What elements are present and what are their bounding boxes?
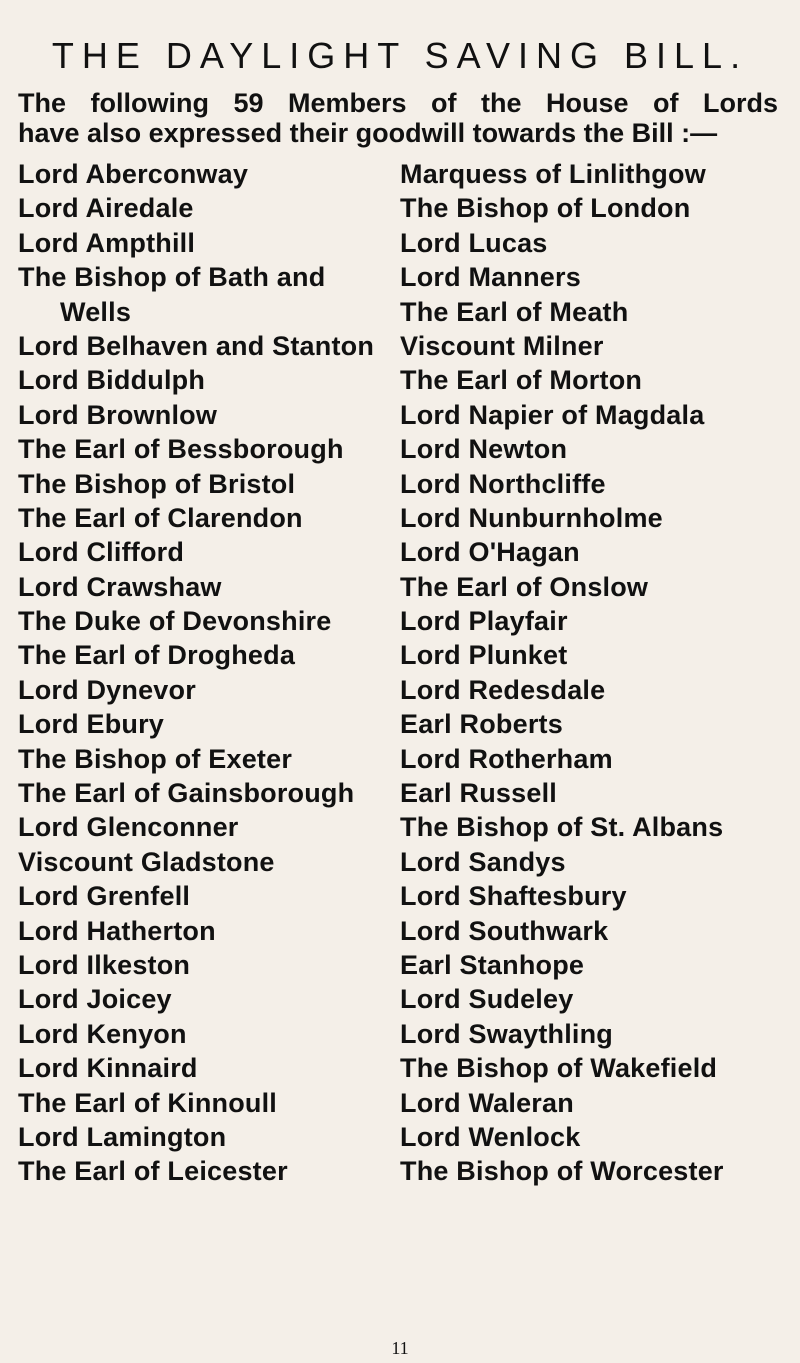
list-item: Lord Swaythling (400, 1018, 614, 1049)
list-item: Lord Redesdale (400, 674, 606, 705)
list-item: Marquess of Linlithgow (400, 159, 706, 189)
list-item: Lord Kenyon (18, 1018, 187, 1049)
list-item: Lord Dynevor (18, 674, 196, 705)
list-item: The Earl of Clarendon (18, 502, 303, 533)
list-item: The Earl of Drogheda (18, 640, 296, 671)
list-item: Lord Plunket (400, 640, 568, 671)
list-item: The Earl of Bessborough (18, 434, 344, 465)
list-item: The Earl of Gainsborough (18, 778, 355, 809)
list-item: Lord Sandys (400, 846, 566, 877)
members-list-left (18, 157, 378, 1189)
list-item: Lord Ebury (18, 709, 165, 740)
intro-paragraph (18, 88, 778, 148)
list-item: Lord Waleran (400, 1087, 574, 1118)
members-list-right (400, 157, 790, 1189)
list-item: Lord Wenlock (400, 1121, 581, 1152)
list-item: Lord Northcliffe (400, 468, 606, 499)
list-item: The Bishop of St. Albans (400, 812, 724, 843)
list-item: Lord Belhaven and Stanton (18, 330, 375, 361)
list-item: The Bishop of Worcester (400, 1156, 724, 1187)
list-item: Lord Glenconner (18, 812, 239, 843)
list-item: Lord Newton (400, 434, 568, 465)
list-item: Lord Aberconway (18, 159, 249, 189)
list-item: Lord Airedale (18, 193, 194, 224)
list-item: Lord Playfair (400, 606, 568, 637)
intro-line-1: The following 59 Members of the House of Lords (18, 88, 778, 118)
list-item: The Bishop of Bristol (18, 468, 296, 499)
list-item: Lord Ilkeston (18, 949, 191, 980)
list-item: Lord Hatherton (18, 915, 216, 946)
list-item: The Bishop of Exeter (18, 743, 293, 774)
intro-line-2: have also expressed their goodwill towards the Bill :— (18, 118, 718, 148)
list-item: The Earl of Meath (400, 296, 629, 327)
list-item: The Earl of Morton (400, 365, 643, 396)
list-item: Lord Napier of Magdala (400, 399, 705, 430)
list-item: Lord O'Hagan (400, 537, 580, 568)
list-item: The Earl of Leicester (18, 1156, 288, 1187)
list-item: Lord Lucas (400, 227, 548, 258)
page-title: THE DAYLIGHT SAVING BILL. (51, 35, 749, 76)
list-item: Lord Brownlow (18, 399, 218, 430)
list-item: The Earl of Onslow (400, 571, 649, 602)
list-item: The Duke of Devonshire (18, 606, 332, 637)
list-item: Lord Grenfell (18, 881, 191, 912)
list-item: The Earl of Kinnoull (18, 1087, 277, 1118)
list-item: Lord Rotherham (400, 743, 613, 774)
list-item: Lord Lamington (18, 1121, 227, 1152)
list-item: Viscount Gladstone (18, 846, 275, 877)
list-item: The Bishop of London (400, 193, 691, 224)
list-item: Lord Sudeley (400, 984, 574, 1015)
list-item: Lord Southwark (400, 915, 609, 946)
list-item: Earl Stanhope (400, 949, 585, 980)
list-item: Lord Kinnaird (18, 1053, 198, 1084)
list-item: Earl Roberts (400, 709, 563, 740)
list-item: Lord Biddulph (18, 365, 206, 396)
list-item: Lord Manners (400, 262, 581, 293)
list-item: Lord Nunburnholme (400, 502, 663, 533)
list-item: Lord Joicey (18, 984, 172, 1015)
list-item: The Bishop of Bath and (18, 262, 326, 293)
list-item: The Bishop of Wakefield (400, 1053, 718, 1084)
list-item: Lord Ampthill (18, 227, 196, 258)
list-item-continuation: Wells (60, 296, 132, 327)
list-item: Earl Russell (400, 778, 557, 809)
list-item: Lord Crawshaw (18, 571, 222, 602)
list-item: Viscount Milner (400, 330, 604, 361)
list-item: Lord Clifford (18, 537, 185, 568)
page-number: 11 (391, 1338, 409, 1358)
list-item: Lord Shaftesbury (400, 881, 627, 912)
